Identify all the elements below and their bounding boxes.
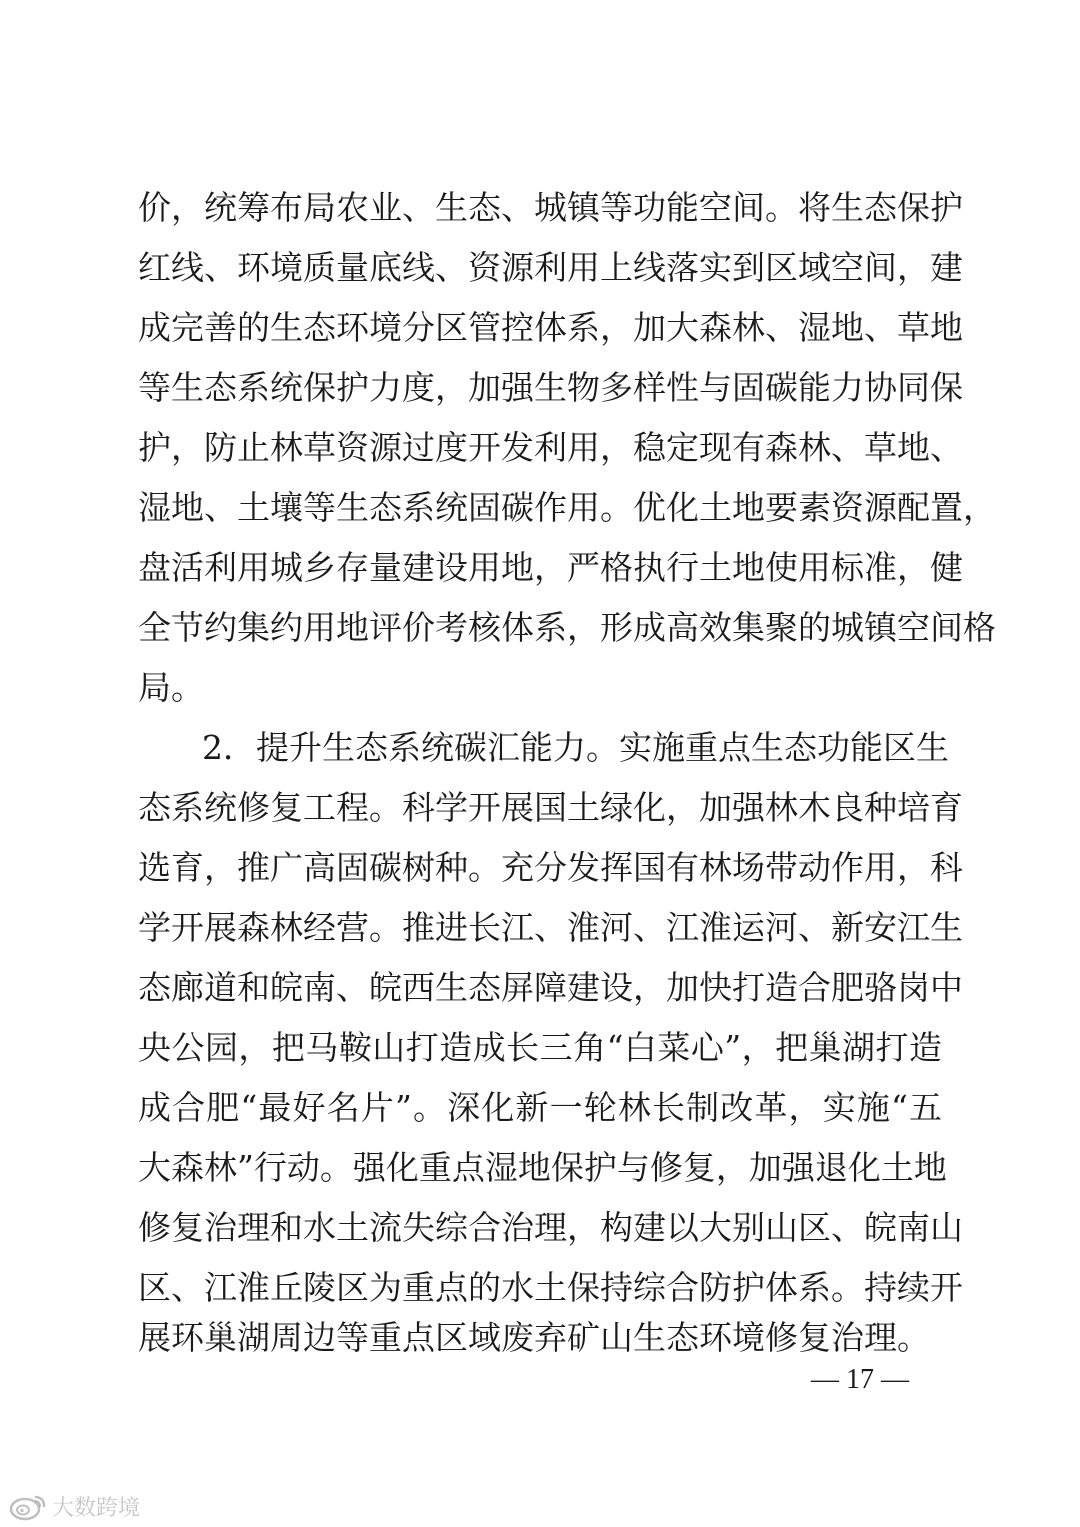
paragraph-1-line-9: 局。 <box>138 668 204 707</box>
paragraph-2-line-3: 选育，推广高固碳树种。充分发挥国有林场带动作用，科 <box>138 848 963 887</box>
paragraph-1-line-5: 护，防止林草资源过度开发利用，稳定现有森林、草地、 <box>138 428 963 467</box>
watermark <box>8 1488 140 1524</box>
paragraph-1-line-4: 等生态系统保护力度，加强生物多样性与固碳能力协同保 <box>138 368 963 407</box>
paragraph-1-line-8: 全节约集约用地评价考核体系，形成高效集聚的城镇空间格 <box>138 608 996 647</box>
paragraph-2-line-9: 修复治理和水土流失综合治理，构建以大别山区、皖南山 <box>138 1208 963 1247</box>
paragraph-2-line-6: 央公园，把马鞍山打造成长三角“白菜心”，把巢湖打造 <box>138 1028 942 1067</box>
paragraph-2-line-10: 区、江淮丘陵区为重点的水土保持综合防护体系。持续开 <box>138 1268 963 1307</box>
paragraph-2-line-11: 展环巢湖周边等重点区域废弃矿山生态环境修复治理。 <box>138 1318 930 1357</box>
paragraph-2-line-1: 2．提升生态系统碳汇能力。实施重点生态功能区生 <box>202 728 949 767</box>
watermark-text: 大数跨境 <box>52 1495 141 1521</box>
page-number: — 17 — <box>811 1364 909 1395</box>
paragraph-2-line-2: 态系统修复工程。科学开展国土绿化，加强林木良种培育 <box>138 788 963 827</box>
paragraph-2-line-8: 大森林”行动。强化重点湿地保护与修复，加强退化土地 <box>138 1148 947 1187</box>
paragraph-1-line-6: 湿地、土壤等生态系统固碳作用。优化土地要素资源配置， <box>138 488 996 527</box>
paragraph-1-line-1: 价，统筹布局农业、生态、城镇等功能空间。将生态保护 <box>138 188 963 227</box>
paragraph-1-line-2: 红线、环境质量底线、资源利用上线落实到区域空间，建 <box>138 248 963 287</box>
paragraph-2-line-4: 学开展森林经营。推进长江、淮河、江淮运河、新安江生 <box>138 908 963 947</box>
paragraph-2-line-5: 态廊道和皖南、皖西生态屏障建设，加快打造合肥骆岗中 <box>138 968 963 1007</box>
paragraph-1-line-3: 成完善的生态环境分区管控体系，加大森林、湿地、草地 <box>138 308 963 347</box>
paragraph-2-line-7: 成合肥“最好名片”。深化新一轮林长制改革，实施“五 <box>138 1088 942 1127</box>
paragraph-1-line-7: 盘活利用城乡存量建设用地，严格执行土地使用标准，健 <box>138 548 963 587</box>
weibo-logo-icon <box>8 1491 48 1521</box>
